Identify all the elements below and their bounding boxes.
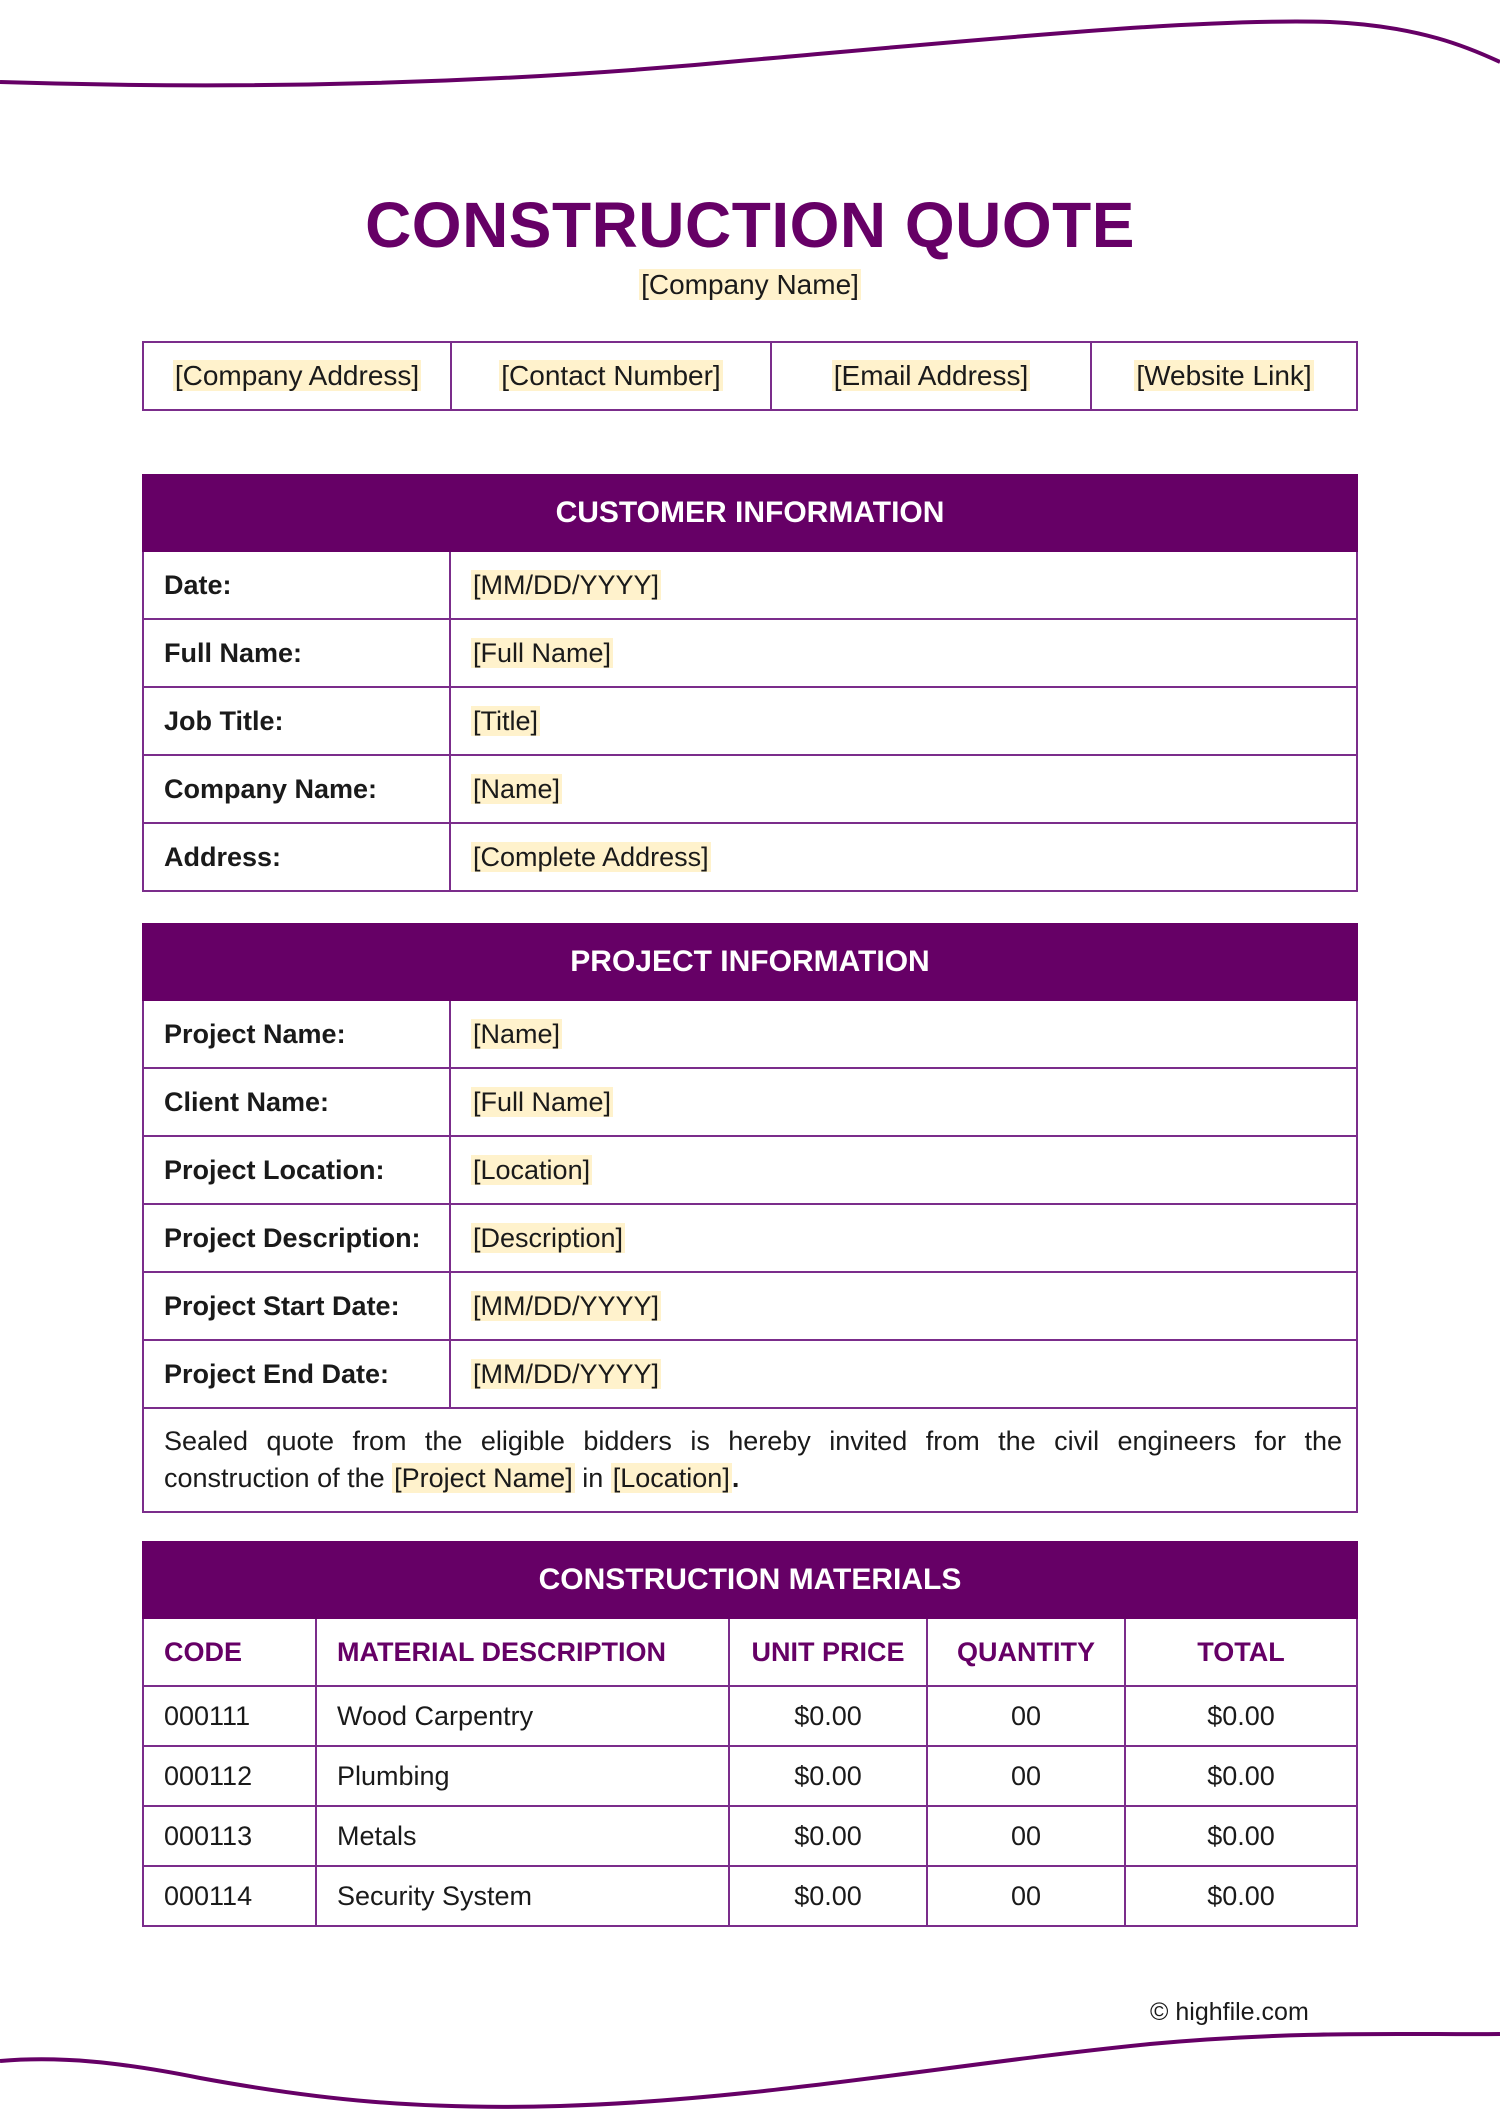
table-row — [143, 1340, 1357, 1408]
material-quantity[interactable]: 00 — [927, 1746, 1125, 1806]
note-project-name-field[interactable]: [Project Name] — [394, 1463, 573, 1493]
client-name-field[interactable]: [Full Name] — [473, 1086, 612, 1117]
project-information-header: PROJECT INFORMATION — [143, 924, 1357, 1000]
material-total[interactable]: $0.00 — [1125, 1806, 1357, 1866]
table-row — [143, 1204, 1357, 1272]
project-location-field[interactable]: [Location] — [473, 1154, 591, 1185]
contact-number-cell — [451, 342, 771, 410]
project-end-date-field[interactable]: [MM/DD/YYYY] — [473, 1358, 660, 1389]
material-quantity[interactable]: 00 — [927, 1806, 1125, 1866]
date-value-cell — [450, 551, 1357, 619]
material-quantity[interactable]: 00 — [927, 1686, 1125, 1746]
row-label: Project Name: — [143, 1000, 450, 1068]
material-total[interactable]: $0.00 — [1125, 1866, 1357, 1926]
project-start-date-field[interactable]: [MM/DD/YYYY] — [473, 1290, 660, 1321]
row-label: Job Title: — [143, 687, 450, 755]
note-text: . — [731, 1463, 740, 1493]
company-name-line — [0, 269, 1500, 301]
material-quantity[interactable]: 00 — [927, 1866, 1125, 1926]
table-row — [143, 687, 1357, 755]
project-description-field[interactable]: [Description] — [473, 1222, 624, 1253]
customer-information-header: CUSTOMER INFORMATION — [143, 475, 1357, 551]
material-code[interactable]: 000114 — [143, 1866, 316, 1926]
row-label: Project End Date: — [143, 1340, 450, 1408]
table-row — [143, 1686, 1357, 1746]
company-address-field[interactable]: [Company Address] — [174, 360, 420, 391]
customer-information-table — [142, 474, 1358, 892]
project-start-date-value-cell — [450, 1272, 1357, 1340]
material-code[interactable]: 000111 — [143, 1686, 316, 1746]
invitation-note — [143, 1408, 1357, 1512]
construction-materials-header: CONSTRUCTION MATERIALS — [143, 1542, 1357, 1618]
material-total[interactable]: $0.00 — [1125, 1686, 1357, 1746]
column-header-total: TOTAL — [1125, 1618, 1357, 1686]
note-text: in — [574, 1463, 611, 1493]
project-information-table — [142, 923, 1358, 1513]
row-label: Address: — [143, 823, 450, 891]
material-code[interactable]: 000113 — [143, 1806, 316, 1866]
email-address-field[interactable]: [Email Address] — [833, 360, 1029, 391]
job-title-field[interactable]: [Title] — [473, 705, 539, 736]
table-row — [143, 1136, 1357, 1204]
table-row — [143, 551, 1357, 619]
table-row — [143, 1746, 1357, 1806]
row-label: Date: — [143, 551, 450, 619]
row-label: Project Description: — [143, 1204, 450, 1272]
row-label: Project Location: — [143, 1136, 450, 1204]
note-location-field[interactable]: [Location] — [612, 1463, 730, 1493]
project-location-value-cell — [450, 1136, 1357, 1204]
column-header-code: CODE — [143, 1618, 316, 1686]
job-title-value-cell — [450, 687, 1357, 755]
full-name-field[interactable]: [Full Name] — [473, 637, 612, 668]
company-name-field[interactable]: [Name] — [473, 773, 561, 804]
address-value-cell — [450, 823, 1357, 891]
material-code[interactable]: 000112 — [143, 1746, 316, 1806]
row-label: Project Start Date: — [143, 1272, 450, 1340]
table-row — [143, 755, 1357, 823]
website-link-cell — [1091, 342, 1357, 410]
material-description[interactable]: Metals — [316, 1806, 729, 1866]
material-unit-price[interactable]: $0.00 — [729, 1686, 927, 1746]
table-row — [143, 619, 1357, 687]
date-field[interactable]: [MM/DD/YYYY] — [473, 569, 660, 600]
row-label: Company Name: — [143, 755, 450, 823]
row-label: Client Name: — [143, 1068, 450, 1136]
material-total[interactable]: $0.00 — [1125, 1746, 1357, 1806]
table-row — [143, 1068, 1357, 1136]
document-title: CONSTRUCTION QUOTE — [365, 189, 1135, 261]
material-unit-price[interactable]: $0.00 — [729, 1806, 927, 1866]
material-description[interactable]: Plumbing — [316, 1746, 729, 1806]
contact-number-field[interactable]: [Contact Number] — [501, 360, 721, 391]
material-description[interactable]: Wood Carpentry — [316, 1686, 729, 1746]
table-row — [143, 1272, 1357, 1340]
column-header-unit-price: UNIT PRICE — [729, 1618, 927, 1686]
material-unit-price[interactable]: $0.00 — [729, 1746, 927, 1806]
address-field[interactable]: [Complete Address] — [473, 841, 709, 872]
project-name-field[interactable]: [Name] — [473, 1018, 561, 1049]
email-address-cell — [771, 342, 1091, 410]
project-description-value-cell — [450, 1204, 1357, 1272]
company-address-cell — [143, 342, 451, 410]
project-end-date-value-cell — [450, 1340, 1357, 1408]
material-unit-price[interactable]: $0.00 — [729, 1866, 927, 1926]
copyright-notice: © highfile.com — [1150, 1998, 1309, 2026]
client-name-value-cell — [450, 1068, 1357, 1136]
column-header-description: MATERIAL DESCRIPTION — [316, 1618, 729, 1686]
row-label: Full Name: — [143, 619, 450, 687]
table-row — [143, 1866, 1357, 1926]
column-header-quantity: QUANTITY — [927, 1618, 1125, 1686]
table-row — [143, 1408, 1357, 1512]
table-row — [143, 1000, 1357, 1068]
table-row — [143, 1806, 1357, 1866]
company-name-placeholder[interactable]: [Company Name] — [641, 269, 859, 300]
column-header-row — [143, 1618, 1357, 1686]
company-name-value-cell — [450, 755, 1357, 823]
top-wave-decoration — [0, 0, 1500, 110]
construction-materials-table — [142, 1541, 1358, 1927]
note-text: Sealed quote from the eligible bidders is hereby invited from the civil engineers for the construction of the — [164, 1426, 1342, 1493]
material-description[interactable]: Security System — [316, 1866, 729, 1926]
table-row — [143, 823, 1357, 891]
project-name-value-cell — [450, 1000, 1357, 1068]
full-name-value-cell — [450, 619, 1357, 687]
website-link-field[interactable]: [Website Link] — [1136, 360, 1312, 391]
contact-table — [142, 341, 1358, 411]
